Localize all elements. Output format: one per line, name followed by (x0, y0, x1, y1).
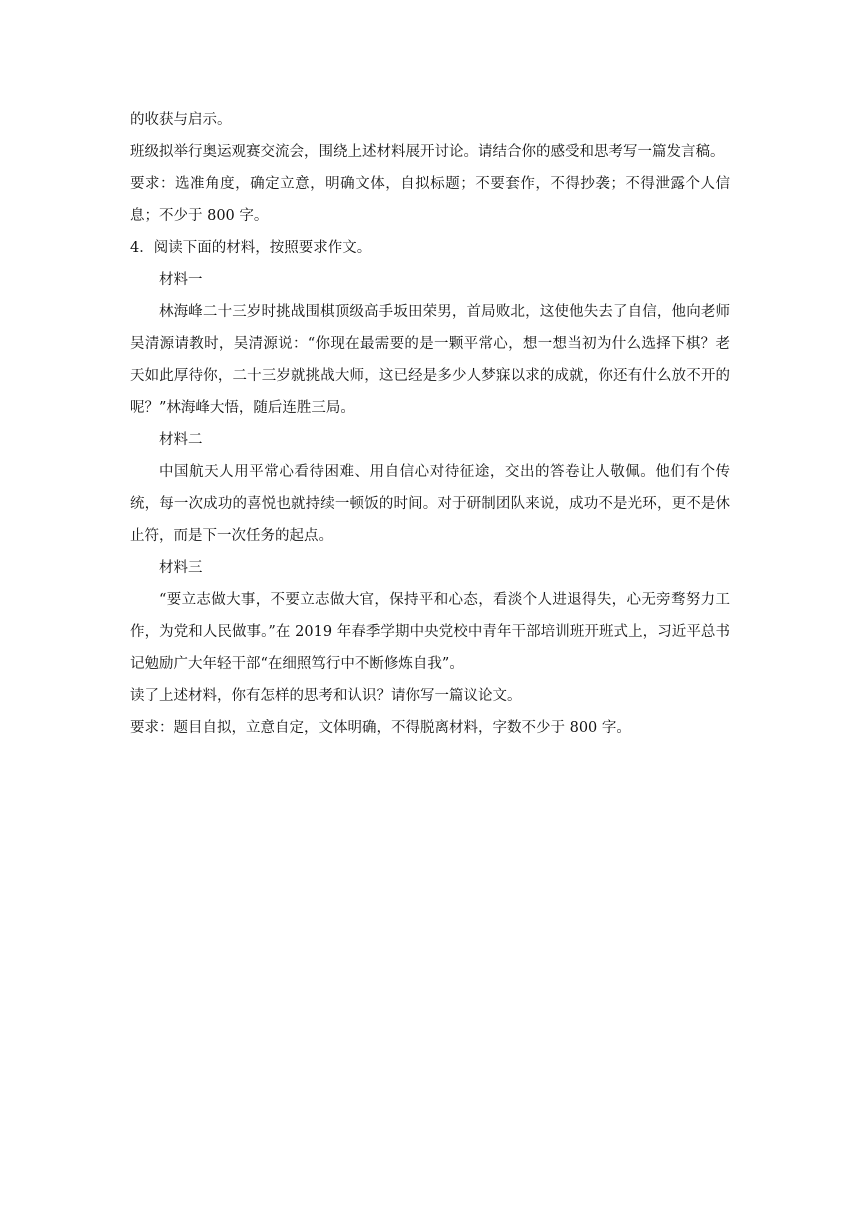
material-3-title: 材料三 (159, 560, 203, 576)
essay-requirement: 要求：题目自拟，立意自定，文体明确，不得脱离材料，字数不少于 800 字。 (130, 720, 631, 736)
material-3-text: “要立志做大事，不要立志做大官，保持平和心态，看淡个人进退得失，心无旁骛努力工作，为党和人民做事。”在 2019 年春季学期中央党校中青年干部培训班开班式上，习近平总书记勉励广大年轻干部“在细照笃行中不断修炼自我”。 (130, 592, 730, 672)
previous-question-ending: 的收获与启示。 (130, 112, 232, 128)
material-2-title: 材料二 (159, 432, 203, 448)
material-1-text: 林海峰二十三岁时挑战围棋顶级高手坂田荣男，首局败北，这使他失去了自信，他向老师吴清源请教时，吴清源说：“你现在最需要的是一颗平常心，想一想当初为什么选择下棋？老天如此厚待你，二十三岁就挑战大师，这已经是多少人梦寐以求的成就，你还有什么放不开的呢？”林海峰大悟，随后连胜三局。 (130, 304, 730, 416)
essay-prompt: 读了上述材料，你有怎样的思考和认识？请你写一篇议论文。 (130, 688, 522, 704)
document-body (130, 104, 730, 744)
question-4-heading: 4．阅读下面的材料，按照要求作文。 (130, 240, 372, 256)
previous-question-requirement: 要求：选准角度，确定立意，明确文体，自拟标题；不要套作，不得抄袭；不得泄露个人信息；不少于 800 字。 (130, 176, 730, 224)
material-1-title: 材料一 (159, 272, 203, 288)
material-2-text: 中国航天人用平常心看待困难、用自信心对待征途，交出的答卷让人敬佩。他们有个传统，每一次成功的喜悦也就持续一顿饭的时间。对于研制团队来说，成功不是光环，更不是休止符，而是下一次任务的起点。 (130, 464, 730, 544)
exchange-meeting-prompt: 班级拟举行奥运观赛交流会，围绕上述材料展开讨论。请结合你的感受和思考写一篇发言稿。 (130, 144, 725, 160)
